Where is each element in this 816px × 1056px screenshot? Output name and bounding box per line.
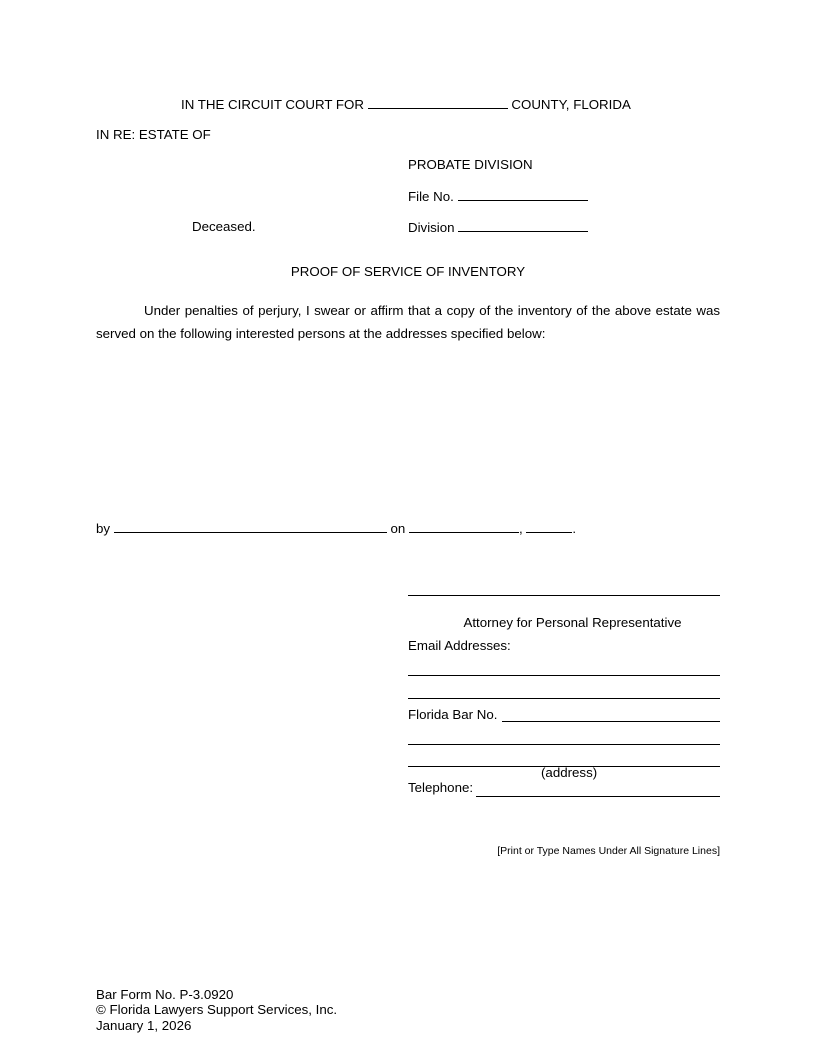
division-line xyxy=(408,219,588,236)
bar-form-number: Bar Form No. P-3.0920 xyxy=(96,987,234,1002)
statement-paragraph: Under penalties of perjury, I swear or affirm that a copy of the inventory of the above estate was served on the following interested persons at the addresses specified below: xyxy=(96,303,720,341)
county-blank[interactable] xyxy=(368,96,508,109)
signature-note: [Print or Type Names Under All Signature Lines] xyxy=(497,845,720,857)
copyright-notice: © Florida Lawyers Support Services, Inc. xyxy=(96,1002,338,1017)
court-heading xyxy=(181,96,631,113)
attorney-signature-line[interactable] xyxy=(408,595,720,596)
service-year-blank[interactable] xyxy=(526,520,572,533)
division-label: Division xyxy=(408,220,455,235)
file-no-line xyxy=(408,188,588,205)
bar-no-line[interactable] xyxy=(502,721,720,722)
telephone-line[interactable] xyxy=(476,796,720,797)
served-by-blank[interactable] xyxy=(114,520,387,533)
address-label: (address) xyxy=(541,765,598,780)
address-line-1[interactable] xyxy=(408,744,720,745)
attorney-label: Attorney for Personal Representative xyxy=(463,615,682,630)
telephone-label: Telephone: xyxy=(408,780,474,795)
probate-division: PROBATE DIVISION xyxy=(408,157,533,172)
email-line-2[interactable] xyxy=(408,698,720,699)
court-suffix: COUNTY, FLORIDA xyxy=(511,97,631,112)
file-no-blank[interactable] xyxy=(458,188,588,201)
court-prefix: IN THE CIRCUIT COURT FOR xyxy=(181,97,364,112)
service-date-blank[interactable] xyxy=(409,520,519,533)
by-label: by xyxy=(96,521,111,536)
division-blank[interactable] xyxy=(458,219,588,232)
document-title: PROOF OF SERVICE OF INVENTORY xyxy=(290,264,526,279)
deceased-label: Deceased. xyxy=(192,219,256,234)
bar-no-label: Florida Bar No. xyxy=(408,707,498,722)
form-date: January 1, 2026 xyxy=(96,1018,192,1033)
on-label: on xyxy=(390,521,406,536)
email-line-1[interactable] xyxy=(408,675,720,676)
service-line: by on , . xyxy=(96,521,577,536)
file-no-label: File No. xyxy=(408,189,454,204)
in-re-estate: IN RE: ESTATE OF xyxy=(96,127,211,142)
email-label: Email Addresses: xyxy=(408,638,511,653)
